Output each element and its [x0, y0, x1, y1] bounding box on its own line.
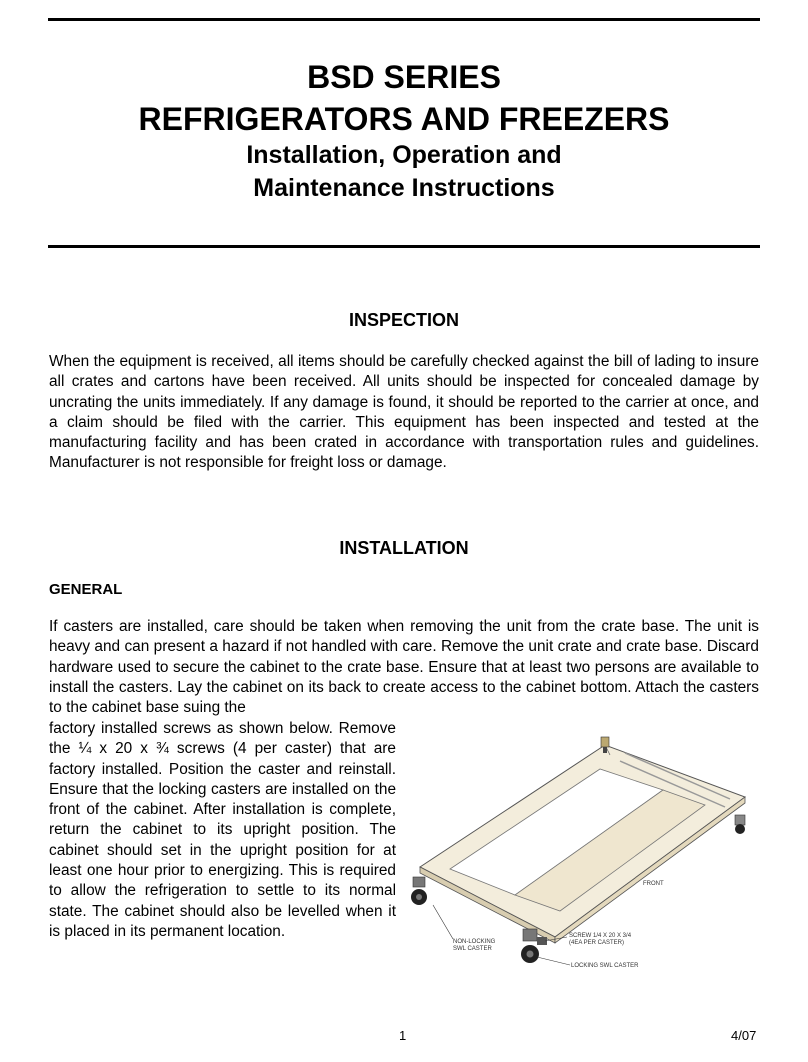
figure-label-nonlocking-line2: SWL CASTER — [453, 946, 492, 952]
document-subtitle-line2: Maintenance Instructions — [253, 174, 555, 202]
document-title-line1: BSD SERIES — [307, 59, 501, 95]
document-subtitle-line1: Installation, Operation and — [246, 141, 562, 169]
figure-label-nonlocking-line1: NON-LOCKING — [453, 939, 496, 945]
installation-heading: INSTALLATION — [339, 538, 469, 558]
cabinet-base-frame — [420, 745, 745, 943]
page-number: 1 — [399, 1028, 407, 1043]
inspection-paragraph: When the equipment is received, all items should be carefully checked against the bill of lading to insure all crates and cartons have been received. All units should be inspected for concealed damage by uncrating the units immediately. If any damage is found, it should be reported to the carrier at once, and a claim should be filed with the carrier. This equipment has been inspected and tested at the manufacturing facility and has been crated in accordance with transportation rules and guidelines. Manufacturer is not responsible for freight loss or damage. — [49, 353, 759, 472]
figure-label-screw-line1: SCREW 1/4 X 20 X 3/4 — [569, 933, 632, 939]
inspection-heading: INSPECTION — [348, 310, 459, 330]
revision-date: 4/07 — [731, 1028, 757, 1043]
caster-installation-figure — [405, 727, 760, 982]
figure-label-screw-line2: (4EA PER CASTER) — [569, 940, 625, 946]
leader-line-nonlocking — [433, 905, 453, 939]
top-rule — [48, 18, 760, 21]
document-title-line2: REFRIGERATORS AND FREEZERS — [138, 101, 670, 137]
header-bottom-rule — [48, 245, 760, 248]
installation-paragraph-left: factory installed screws as shown below. Remove the ¼ x 20 x ¾ screws (4 per caster) that are factory installed. Position the caster and reinstall. Ensure that the locking casters are installed on the front of the cabinet. After installation is complete, return the cabinet to its upright position. The cabinet should set in the upright position for at least one hour prior to energizing. This is required to allow the refrigeration to settle to its normal state. The cabinet should also be levelled when it is placed in its permanent location. — [49, 720, 396, 940]
leader-line-locking — [537, 957, 570, 965]
figure-label-locking: LOCKING SWL CASTER — [571, 963, 639, 969]
installation-paragraph-top: If casters are installed, care should be taken when removing the unit from the crate base. The unit is heavy and can present a hazard if not handled with care. Remove the unit crate and crate base. Discard hardware used to secure the cabinet to the crate base. Ensure that at least two persons are available to install the casters. Lay the cabinet on its back to create access to the cabinet bottom. Attach the casters to the cabinet base suing the — [49, 618, 759, 717]
caster-front-left — [411, 877, 427, 905]
figure-label-front: FRONT — [643, 881, 664, 887]
general-subheading: GENERAL — [49, 581, 123, 598]
caster-back-right — [735, 815, 745, 834]
